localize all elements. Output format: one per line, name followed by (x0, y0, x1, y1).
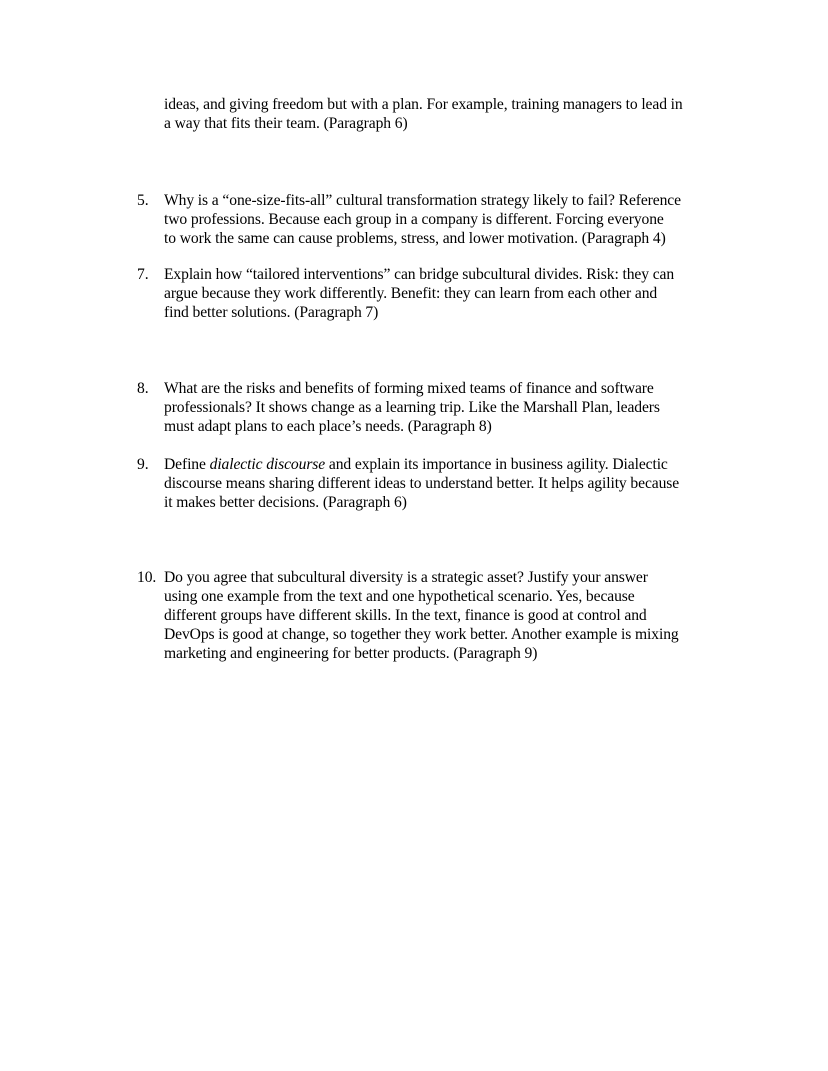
italic-term: dialectic discourse (209, 456, 326, 473)
text-line: argue because they work differently. Benefit: they can learn from each other and (164, 285, 658, 302)
question-number: 7. (137, 266, 149, 283)
question-7 (137, 265, 727, 322)
text-line: must adapt plans to each place’s needs. (Paragraph 8) (164, 418, 492, 435)
question-10 (137, 568, 727, 663)
answer-4-continuation (137, 95, 727, 133)
question-number: 9. (137, 456, 149, 473)
text-line: Do you agree that subcultural diversity is a strategic asset? Justify your answer (164, 569, 648, 586)
text-segment: Define (164, 456, 210, 473)
question-number: 10. (137, 569, 157, 586)
question-number: 5. (137, 192, 149, 209)
text-line: What are the risks and benefits of forming mixed teams of finance and software (164, 380, 654, 397)
text-line: different groups have different skills. In the text, finance is good at control and (164, 607, 647, 624)
text-line: to work the same can cause problems, stress, and lower motivation. (Paragraph 4) (164, 230, 666, 247)
text-line: DevOps is good at change, so together they work better. Another example is mixing (164, 626, 679, 643)
text-line: two professions. Because each group in a company is different. Forcing everyone (164, 211, 664, 228)
text-line: using one example from the text and one hypothetical scenario. Yes, because (164, 588, 635, 605)
text-line: discourse means sharing different ideas to understand better. It helps agility because (164, 475, 680, 492)
text-line: a way that fits their team. (Paragraph 6) (164, 115, 408, 132)
question-9 (137, 455, 727, 512)
text-line: Why is a “one-size-fits-all” cultural transformation strategy likely to fail? Reference (164, 192, 681, 209)
text-line: ideas, and giving freedom but with a plan. For example, training managers to lead in (164, 96, 683, 113)
text-line: professionals? It shows change as a learning trip. Like the Marshall Plan, leaders (164, 399, 660, 416)
question-5 (137, 191, 727, 248)
text-line: marketing and engineering for better products. (Paragraph 9) (164, 645, 538, 662)
text-line: it makes better decisions. (Paragraph 6) (164, 494, 407, 511)
text-line: find better solutions. (Paragraph 7) (164, 304, 379, 321)
question-number: 8. (137, 380, 149, 397)
question-8 (137, 379, 727, 436)
text-segment: and explain its importance in business agility. Dialectic (325, 456, 668, 473)
text-line: Explain how “tailored interventions” can bridge subcultural divides. Risk: they can (164, 266, 675, 283)
